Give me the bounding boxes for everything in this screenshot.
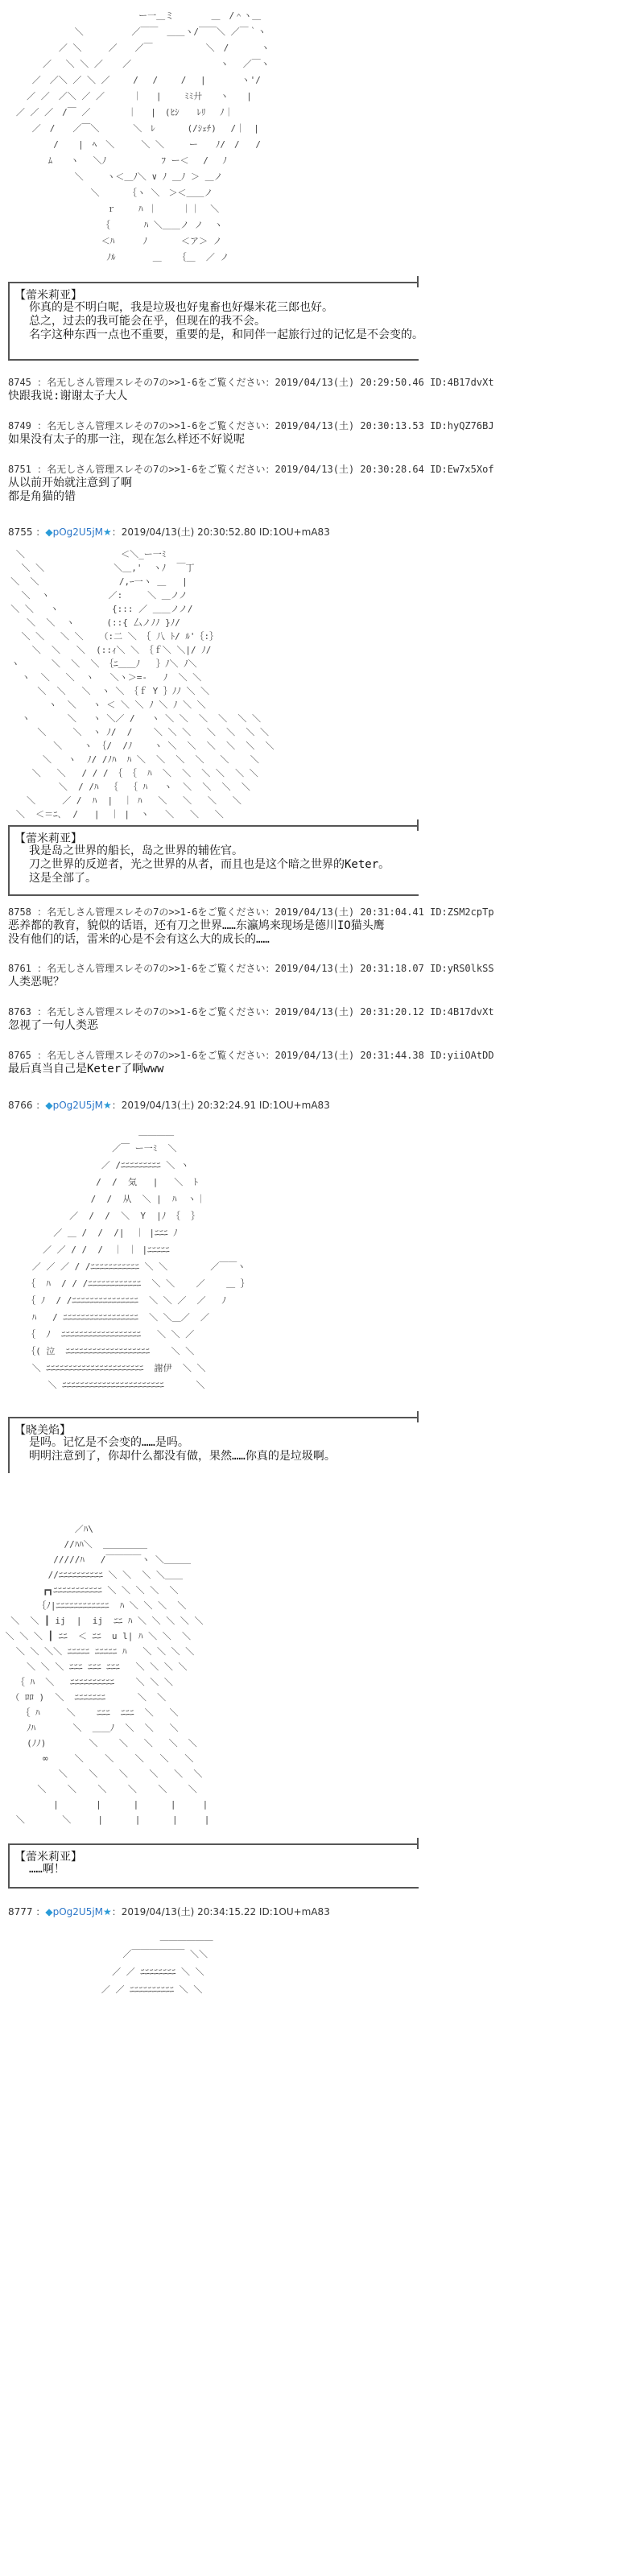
post-header: 8761 ：名无しさん管理スレその7の>>1-6をご覧ください：2019/04/13(土) 20:31:18.07 ID:yRS0lkSS: [8, 963, 494, 974]
author-post-header: [8, 1905, 330, 1918]
post-body: 如果没有太子的那一注，现在怎么样还不好说呢: [8, 433, 245, 446]
star-icon: ★: [103, 526, 112, 538]
dialog-cross-mark: [417, 1411, 419, 1422]
trip-diamond-icon: ◆: [45, 1906, 53, 1918]
dialog-bottom-rule: [8, 1887, 419, 1889]
post-header: 8749 ：名无しさん管理スレその7の>>1-6をご覧ください：2019/04/13(土) 20:30:13.53 ID:hyQZ76BJ: [8, 420, 494, 431]
dialog-box: [8, 282, 423, 361]
author-post-header: [8, 1098, 330, 1112]
post-body: 人类恶呢？: [8, 976, 64, 989]
post-number: 8766 ：: [8, 1100, 46, 1111]
post-meta: ：2019/04/13(土) 20:32:24.91 ID:1OU+mA83: [111, 1100, 330, 1111]
speaker-name: 【蕾米莉亚】: [14, 832, 82, 845]
post-header: 8765 ：名无しさん管理スレその7の>>1-6をご覧ください：2019/04/13(土) 20:31:44.38 ID:yiiOAtDD: [8, 1050, 494, 1061]
ascii-art-partial: ＿＿＿＿＿＿ ／￣￣￣￣￣￣ ＼＼ ／ ／ ﾆﾆﾆﾆﾆﾆﾆﾆ ＼ ＼ ／ ／ ﾆﾆﾆﾆﾆﾆﾆﾆﾆﾆ ＼ ＼: [101, 1931, 213, 1995]
post-header: 8763 ：名无しさん管理スレその7の>>1-6をご覧ください：2019/04/13(土) 20:31:20.12 ID:4B17dvXt: [8, 1006, 494, 1018]
post-body: 最后真当自己是Keter了啊www: [8, 1063, 164, 1075]
speaker-name: 【蕾米莉亚】: [14, 289, 82, 302]
dialog-top-rule: [8, 1843, 419, 1845]
post-body: 忽视了一句人类恶: [8, 1019, 98, 1032]
dialog-cross-mark: [417, 276, 419, 287]
ascii-art-remilia-2: ＼ ＜＼_ー一ﾐ ＼ ＼ ＼＿,' ヽﾉ ￣丁 ＼ ＼ /,ｰ一ヽ ＿ | ＼ ヽ ／: ＼ ＿ノノ ＼ ＼ ヽ {::: ／ ＿＿ノノ/ ＼ ＼ ヽ (::{ 厶ノﾉﾉ }ﾉ/ ＼ ＼ ＼ ＼ （:二 ＼ ｛ 八 ﾄ/ ﾙ'｛:｝ ＼ ＼ ＼ (::ｨ＼ ＼ ｛ｆ＼ ＼|/ ﾉ/ ヽ ＼ ＼ ＼ ｛ﾆ＿＿ﾉ ｝ﾉ＼ ﾉ＼ ヽ ＼ ＼ ヽ ＼ヽ＞=- ﾉ ＼ ＼ ＼ ＼ ＼ ヽ ＼ ｛ｆ Y ｝ﾉﾉ ＼ ＼ ヽ ＼ ヽ ＜ ＼ ＼ ﾉ ＼ ﾉ ＼ ＼ ヽ ＼ ヽ ＼／ / ヽ ＼ ＼ ＼ ＼ ＼ ＼ ＼ ＼ ヽ ﾉ/ / ＼ ＼ ＼ ＼ ＼ ＼ ＼ ＼ ヽ ｛/ /ﾉ ヽ ＼ ＼ ＼ ＼ ＼ ＼ ＼ ヽ ﾉ/ /ﾉﾊ ﾊ ＼ ＼ ＼ ＼ ＼ ＼ ＼ ＼ / / / ｛ ｛ ﾊ ＼ ＼ ＼ ＼ ＼ ＼ ＼ / /ﾊ ｛ ｛ ﾊ ヽ ＼ ＼ ＼ ＼ ＼ ／ / ﾊ | ｜ ﾊ ＼ ＼ ＼ ＼ ＼ ＜＝ﾆ､ / | ｜ | ヽ ＼ ＼ ＼: [10, 549, 275, 819]
dialog-bottom-rule: [8, 359, 419, 361]
star-icon: ★: [103, 1906, 112, 1918]
dialog-text: 我是岛之世界的船长，岛之世界的辅佐官。 刀之世界的反逆者，光之世界的从者，而且也是这个暗之世界的Keter。 这是全部了。: [29, 844, 390, 885]
trip-diamond-icon: ◆: [45, 526, 53, 538]
post-number: 8777 ：: [8, 1906, 46, 1918]
dialog-top-rule: [8, 1417, 419, 1418]
dialog-top-rule: [8, 825, 419, 827]
post-body: 快跟我说:谢谢太子大人: [8, 390, 128, 402]
dialog-box: [8, 825, 412, 896]
ascii-art-remilia-3: ／ﾊ\ //ﾊﾊ＼ ＿＿＿＿＿ /////ﾊ /￣￣￣￣ヽ ＼＿＿＿ //ﾆﾆﾆﾆﾆﾆﾆﾆﾆﾆ ＼ ＼ ＼ ＼＿＿ ┏┓ﾆﾆﾆﾆﾆﾆﾆﾆﾆﾆﾆ ＼ ＼ ＼ ＼ ＼ ｛ﾉ|ﾆﾆﾆﾆﾆﾆﾆﾆﾆﾆﾆﾆ ﾊ ＼ ＼ ＼ ＼ ＼ ＼ ┃ ij | ij ﾆﾆ ﾊ ＼ ＼ ＼ ＼ ＼ ＼ ＼ ＼ ┃ ﾆﾆ ＜ ﾆﾆ u l| ﾊ ＼ ＼ ＼ ＼ ＼ ＼＼ ﾆﾆﾆﾆﾆ ﾆﾆﾆﾆﾆ ﾊ ＼ ＼ ＼ ＼ ＼ ＼ ＼ ﾆﾆﾆ ﾆﾆﾆ ﾆﾆﾆ ＼ ＼ ＼ ＼ ｛ ﾊ ＼ ﾆﾆﾆﾆﾆﾆﾆﾆﾆﾆ ＼ ＼ ＼ （ ﾛﾛ ) ＼ ﾆﾆﾆﾆﾆﾆﾆ ＼ ＼ ｛ ﾊ ＼ ﾆﾆﾆ ﾆﾆﾆ ＼ ＼ ﾉﾊ ＼ ＿＿ﾉ ＼ ＼ ＼ (ﾉﾉ) ＼ ＼ ＼ ＼ ＼ ∞ ＼ ＼ ＼ ＼ ＼ ＼ ＼ ＼ ＼ ＼ ＼ ＼ ＼ ＼ ＼ ＼ ＼ | | | | | ＼ ＼ | | | |: [5, 1524, 210, 1825]
ascii-art-remilia-1: ー一＿ミ ＿ /＾ヽ＿ ＼ ／￣￣ ＿＿ヽ/￣￣＼ ／￣｀ヽ ／ ＼ ／ ／￣ ＼ / ヽ ／ ＼ ＼ ／ ／ ヽ ／￣ヽ ／ ／＼ ／ ＼ ／ / / / | ヽ'/ ／ ／ ／＼ ／ ／ ｜ | ﾐﾐ廾 ヽ | ／ ／ ／ /￣ ／ ｜ | (ﾋｼ ﾚﾘ ﾉ｜ ／ / ／￣＼ ＼ ﾚ (/ｼｪﾁ) /｜ | / | ﾍ ＼ ＼ ＼ ー ﾉ/ / / ﾑ ヽ ＼ﾉ ﾌ ー＜ / ﾉ ＼ ヽ＜＿ﾉ＼ ∨ ﾉ ＿ﾉ ＞ ＿ノ ＼ ｛ヽ ＼ ＞＜＿＿ノ ｒ ﾊ ｜ ｜｜ ＼ ｛ ﾊ ＼＿＿ノ ノ ヽ ＜ﾊ ﾉ ＜ア＞ ノ ﾉﾙ ＿ ｛＿ ／ ノ: [15, 10, 270, 262]
dialog-bottom-rule: [8, 894, 419, 896]
author-post-header: [8, 525, 330, 539]
star-icon: ★: [103, 1100, 112, 1111]
ascii-art-homura: ＿＿＿＿ ／￣ ー一ﾐ ＼ ／ /ﾆﾆﾆﾆﾆﾆﾆﾆﾆ ＼ ヽ / / 気 | ＼ ﾄ / / 从 ＼ | ﾊ ヽ｜ ／ / / ＼ Y |ﾉ ｛ ｝ ／ ＿ / / /| ｜ |ﾆﾆﾆ ﾉ ／ ／ / / / ｜ ｜ |ﾆﾆﾆﾆﾆ ／ ／ ／ / /ﾆﾆﾆﾆﾆﾆﾆﾆﾆﾆﾆ ＼ ＼ ／￣￣ヽ ｛ ﾊ / / /ﾆﾆﾆﾆﾆﾆﾆﾆﾆﾆﾆﾆ ＼ ＼ ／ ＿ ｝ ｛ ﾉ / /ﾆﾆﾆﾆﾆﾆﾆﾆﾆﾆﾆﾆﾆﾆﾆ ＼ ＼ ／ ／ ﾉ ﾊ / ﾆﾆﾆﾆﾆﾆﾆﾆﾆﾆﾆﾆﾆﾆﾆﾆﾆ ＼ ＼＿／ ／ ｛ ﾉ ﾆﾆﾆﾆﾆﾆﾆﾆﾆﾆﾆﾆﾆﾆﾆﾆﾆﾆ ＼ ＼ ／ ｛( 泣 ﾆﾆﾆﾆﾆﾆﾆﾆﾆﾆﾆﾆﾆﾆﾆﾆﾆﾆﾆ ＼ ＼ ＼ ﾆﾆﾆﾆﾆﾆﾆﾆﾆﾆﾆﾆﾆﾆﾆﾆﾆﾆﾆﾆﾆﾆ 謝伊 ＼ ＼ ＼ ﾆﾆﾆﾆﾆﾆﾆﾆﾆﾆﾆﾆﾆﾆﾆﾆﾆﾆﾆﾆﾆﾆﾆ ＼: [27, 1126, 250, 1390]
trip-diamond-icon: ◆: [45, 1100, 53, 1111]
speaker-name: 【晓美焰】: [14, 1424, 71, 1437]
dialog-box: [8, 1417, 412, 1473]
tripcode-link[interactable]: pOg2U5jM: [52, 1906, 104, 1918]
post-header: 8751 ：名无しさん管理スレその7の>>1-6をご覧ください：2019/04/13(土) 20:30:28.64 ID:Ew7x5Xof: [8, 464, 494, 475]
post-meta: ：2019/04/13(土) 20:34:15.22 ID:1OU+mA83: [111, 1906, 330, 1918]
dialog-text: ……啊！: [29, 1863, 65, 1876]
tripcode-link[interactable]: pOg2U5jM: [52, 1100, 104, 1111]
dialog-text: 是吗。记忆是不会变的……是吗。 明明注意到了，你却什么都没有做，果然……你真的是垃圾啊。: [29, 1436, 336, 1463]
dialog-cross-mark: [417, 819, 419, 831]
post-header: 8745 ：名无しさん管理スレその7の>>1-6をご覧ください：2019/04/13(土) 20:29:50.46 ID:4B17dvXt: [8, 377, 494, 388]
dialog-box: [8, 1843, 412, 1889]
tripcode-link[interactable]: pOg2U5jM: [52, 526, 104, 538]
post-body: 恶养都的教育，貌似的话语，还有刀之世界……东瀛鸠来现场是德川IO猫头鹰 没有他们的话，雷米的心是不会有这么大的成长的……: [8, 919, 385, 946]
post-meta: ：2019/04/13(土) 20:30:52.80 ID:1OU+mA83: [111, 526, 330, 538]
speaker-name: 【蕾米莉亚】: [14, 1851, 82, 1864]
post-body: 从以前开始就注意到了啊 都是角猫的错: [8, 477, 132, 503]
dialog-text: 你真的是不明白呢，我是垃圾也好鬼畜也好爆米花三郎也好。 总之，过去的我可能会在乎，但现在的我不会。 名字这种东西一点也不重要，重要的是，和同伴一起旅行过的记忆是不会变的。: [29, 301, 423, 341]
dialog-top-rule: [8, 282, 419, 283]
post-header: 8758 ：名无しさん管理スレその7の>>1-6をご覧ください：2019/04/13(土) 20:31:04.41 ID:ZSM2cpTp: [8, 906, 494, 918]
dialog-cross-mark: [417, 1838, 419, 1849]
post-number: 8755 ：: [8, 526, 46, 538]
